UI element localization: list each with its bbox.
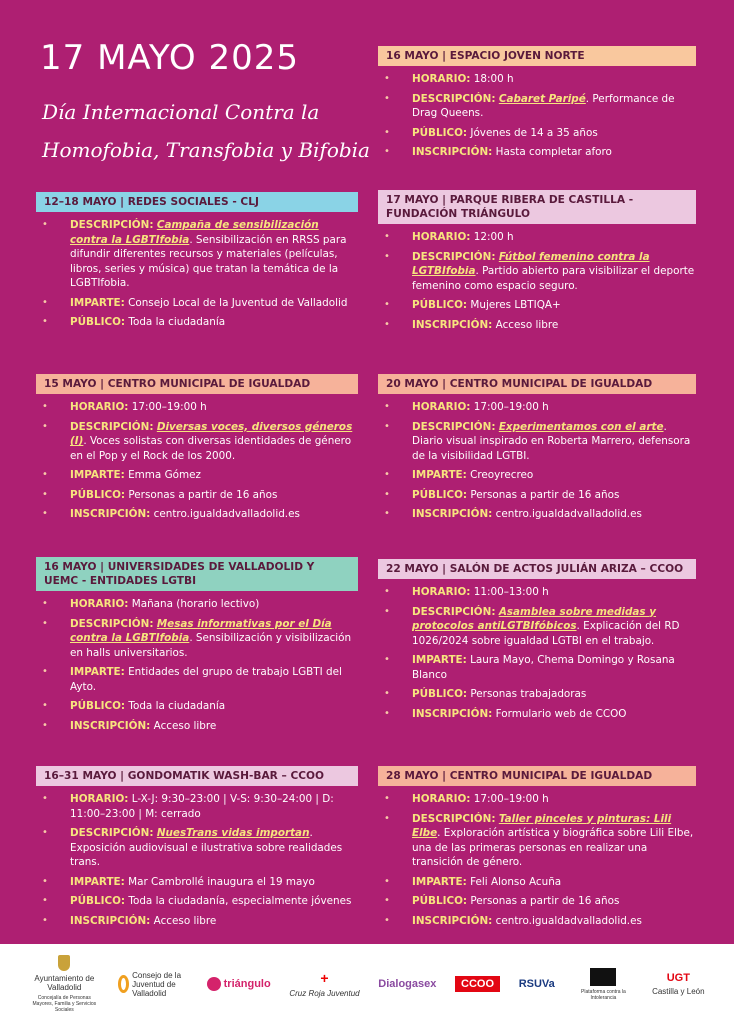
event-descripcion: • DESCRIPCIÓN: Mesas informativas por el Día contra la LGBTIfobia. Sensibilización y visibilización en halls universitarios. xyxy=(36,617,358,661)
logo-triangulo: triángulo xyxy=(207,977,271,991)
event-inscripcion: • INSCRIPCIÓN: centro.igualdadvalladolid.es xyxy=(378,507,696,522)
event-publico: • PÚBLICO: Toda la ciudadanía xyxy=(36,699,358,714)
event-horario: • HORARIO: 12:00 h xyxy=(378,230,696,245)
event-inscripcion: • INSCRIPCIÓN: centro.igualdadvalladolid.es xyxy=(378,914,696,929)
event-publico: • PÚBLICO: Toda la ciudadanía xyxy=(36,315,358,330)
hand-icon xyxy=(590,968,616,986)
triangle-icon xyxy=(207,977,221,991)
event-card xyxy=(378,44,696,165)
event-link[interactable]: Experimentamos con el arte xyxy=(498,420,664,433)
logo-ayuntamiento: Ayuntamiento de Valladolid Concejalía de Personas Mayores, Familia y Servicios Sociales xyxy=(29,955,99,1013)
event-descripcion: • DESCRIPCIÓN: Taller pinceles y pinturas: Lili Elbe. Exploración artística y biográfica sobre Lili Elbe, una de las primeras personas en realizar una transición de género. xyxy=(378,812,696,870)
event-link[interactable]: Taller pinceles y pinturas: Lili Elbe xyxy=(412,812,672,839)
event-publico: • PÚBLICO: Personas a partir de 16 años xyxy=(378,488,696,503)
event-horario: • HORARIO: 17:00–19:00 h xyxy=(378,792,696,807)
event-publico: • PÚBLICO: Personas a partir de 16 años xyxy=(378,894,696,909)
event-card xyxy=(378,764,696,933)
event-inscripcion: • INSCRIPCIÓN: Acceso libre xyxy=(36,719,358,734)
event-publico: • PÚBLICO: Mujeres LBTIQA+ xyxy=(378,298,696,313)
event-header: 17 MAYO | PARQUE RIBERA DE CASTILLA - FUNDACIÓN TRIÁNGULO xyxy=(378,190,696,224)
event-link[interactable]: Campaña de sensibilización contra la LGBTIfobia xyxy=(70,219,319,246)
event-header: 15 MAYO | CENTRO MUNICIPAL DE IGUALDAD xyxy=(36,374,358,394)
event-inscripcion: • INSCRIPCIÓN: Acceso libre xyxy=(378,318,696,333)
event-link[interactable]: Mesas informativas por el Día contra la LGBTIfobia xyxy=(70,617,332,644)
event-descripcion: • DESCRIPCIÓN: Fútbol femenino contra la LGTBIfobia. Partido abierto para visibilizar el deporte femenino como espacio seguro. xyxy=(378,250,696,294)
event-publico: • PÚBLICO: Personas a partir de 16 años xyxy=(36,488,358,503)
logo-cruz-roja: + Cruz Roja Juventud xyxy=(289,970,360,998)
event-card xyxy=(378,190,696,337)
event-descripcion: • DESCRIPCIÓN: Campaña de sensibilización contra la LGBTIfobia. Sensibilización en RRSS para difundir diferentes recursos y materiales (películas, libros, series y música) que tratan la temática de la LGBTIfobia. xyxy=(36,218,358,291)
event-descripcion: • DESCRIPCIÓN: Asamblea sobre medidas y protocolos antiLGTBIfóbicos. Explicación del RD 1026/2024 sobre igualdad LGTBI en el trabajo. xyxy=(378,605,696,649)
event-publico: • PÚBLICO: Personas trabajadoras xyxy=(378,687,696,702)
event-header: 28 MAYO | CENTRO MUNICIPAL DE IGUALDAD xyxy=(378,766,696,786)
coat-of-arms-icon xyxy=(58,955,70,971)
logo-ugt: UGT Castilla y León xyxy=(652,972,705,996)
event-header: 16 MAYO | UNIVERSIDADES DE VALLADOLID Y UEMC - ENTIDADES LGTBI xyxy=(36,557,358,591)
event-card xyxy=(36,557,358,738)
event-card xyxy=(378,372,696,527)
event-inscripcion: • INSCRIPCIÓN: Formulario web de CCOO xyxy=(378,707,696,722)
event-header: 16 MAYO | ESPACIO JOVEN NORTE xyxy=(378,46,696,66)
red-cross-icon: + xyxy=(320,970,329,986)
event-publico: • PÚBLICO: Toda la ciudadanía, especialmente jóvenes xyxy=(36,894,358,909)
event-imparte: • IMPARTE: Feli Alonso Acuña xyxy=(378,875,696,890)
event-link[interactable]: Cabaret Paripé xyxy=(498,92,586,105)
event-horario: • HORARIO: L-X-J: 9:30–23:00 | V-S: 9:30–24:00 | D: 11:00–23:00 | M: cerrado xyxy=(36,792,358,821)
event-inscripcion: • INSCRIPCIÓN: Acceso libre xyxy=(36,914,358,929)
event-imparte: • IMPARTE: Laura Mayo, Chema Domingo y Rosana Blanco xyxy=(378,653,696,682)
event-header: 12–18 MAYO | REDES SOCIALES - CLJ xyxy=(36,192,358,212)
event-imparte: • IMPARTE: Entidades del grupo de trabajo LGBTI del Ayto. xyxy=(36,665,358,694)
event-inscripcion: • INSCRIPCIÓN: centro.igualdadvalladolid.es xyxy=(36,507,358,522)
event-header: 16–31 MAYO | GONDOMATIK WASH-BAR – CCOO xyxy=(36,766,358,786)
logo-rsuva: RSUVa xyxy=(518,978,555,990)
event-header: 22 MAYO | SALÓN DE ACTOS JULIÁN ARIZA – CCOO xyxy=(378,559,696,579)
event-descripcion: • DESCRIPCIÓN: Diversas voces, diversos géneros (I). Voces solistas con diversas identidades de género en el Pop y el Rock de los 2000. xyxy=(36,420,358,464)
sponsor-footer xyxy=(0,944,734,1024)
event-imparte: • IMPARTE: Creoyrecreo xyxy=(378,468,696,483)
page-title: 17 MAYO 2025 xyxy=(40,38,300,78)
event-descripcion: • DESCRIPCIÓN: NuesTrans vidas importan. Exposición audiovisual e ilustrativa sobre realidades trans. xyxy=(36,826,358,870)
logo-consejo-juventud: Consejo de la Juventud de Valladolid xyxy=(118,971,188,998)
event-horario: • HORARIO: Mañana (horario lectivo) xyxy=(36,597,358,612)
event-imparte: • IMPARTE: Emma Gómez xyxy=(36,468,358,483)
event-imparte: • IMPARTE: Consejo Local de la Juventud de Valladolid xyxy=(36,296,358,311)
event-descripcion: • DESCRIPCIÓN: Experimentamos con el arte. Diario visual inspirado en Roberta Marrero, defensora de la visibilidad LGTBI. xyxy=(378,420,696,464)
event-card xyxy=(36,372,358,527)
event-descripcion: • DESCRIPCIÓN: Cabaret Paripé. Performance de Drag Queens. xyxy=(378,92,696,121)
logo-dialogasex: Dialogasex xyxy=(378,978,437,990)
page-subtitle: Día Internacional Contra la Homofobia, Transfobia y Bifobia xyxy=(42,100,370,162)
event-link[interactable]: Fútbol femenino contra la LGTBIfobia xyxy=(412,250,650,277)
event-link[interactable]: Asamblea sobre medidas y protocolos antiLGTBIfóbicos xyxy=(412,605,657,632)
event-header: 20 MAYO | CENTRO MUNICIPAL DE IGUALDAD xyxy=(378,374,696,394)
event-card xyxy=(378,557,696,726)
event-horario: • HORARIO: 18:00 h xyxy=(378,72,696,87)
cj-icon xyxy=(118,975,129,993)
logo-ccoo: CCOO xyxy=(455,976,500,992)
event-horario: • HORARIO: 17:00–19:00 h xyxy=(378,400,696,415)
event-link[interactable]: NuesTrans vidas importan xyxy=(156,827,310,839)
event-inscripcion: • INSCRIPCIÓN: Hasta completar aforo xyxy=(378,145,696,160)
event-card xyxy=(36,190,358,335)
event-link[interactable]: Diversas voces, diversos géneros (I) xyxy=(70,420,353,447)
logo-intolerancia: Plataforma contra la Intolerancia xyxy=(573,968,633,1001)
event-card xyxy=(36,764,358,933)
event-imparte: • IMPARTE: Mar Cambrollé inaugura el 19 mayo xyxy=(36,875,358,890)
event-horario: • HORARIO: 17:00–19:00 h xyxy=(36,400,358,415)
event-horario: • HORARIO: 11:00–13:00 h xyxy=(378,585,696,600)
event-publico: • PÚBLICO: Jóvenes de 14 a 35 años xyxy=(378,126,696,141)
